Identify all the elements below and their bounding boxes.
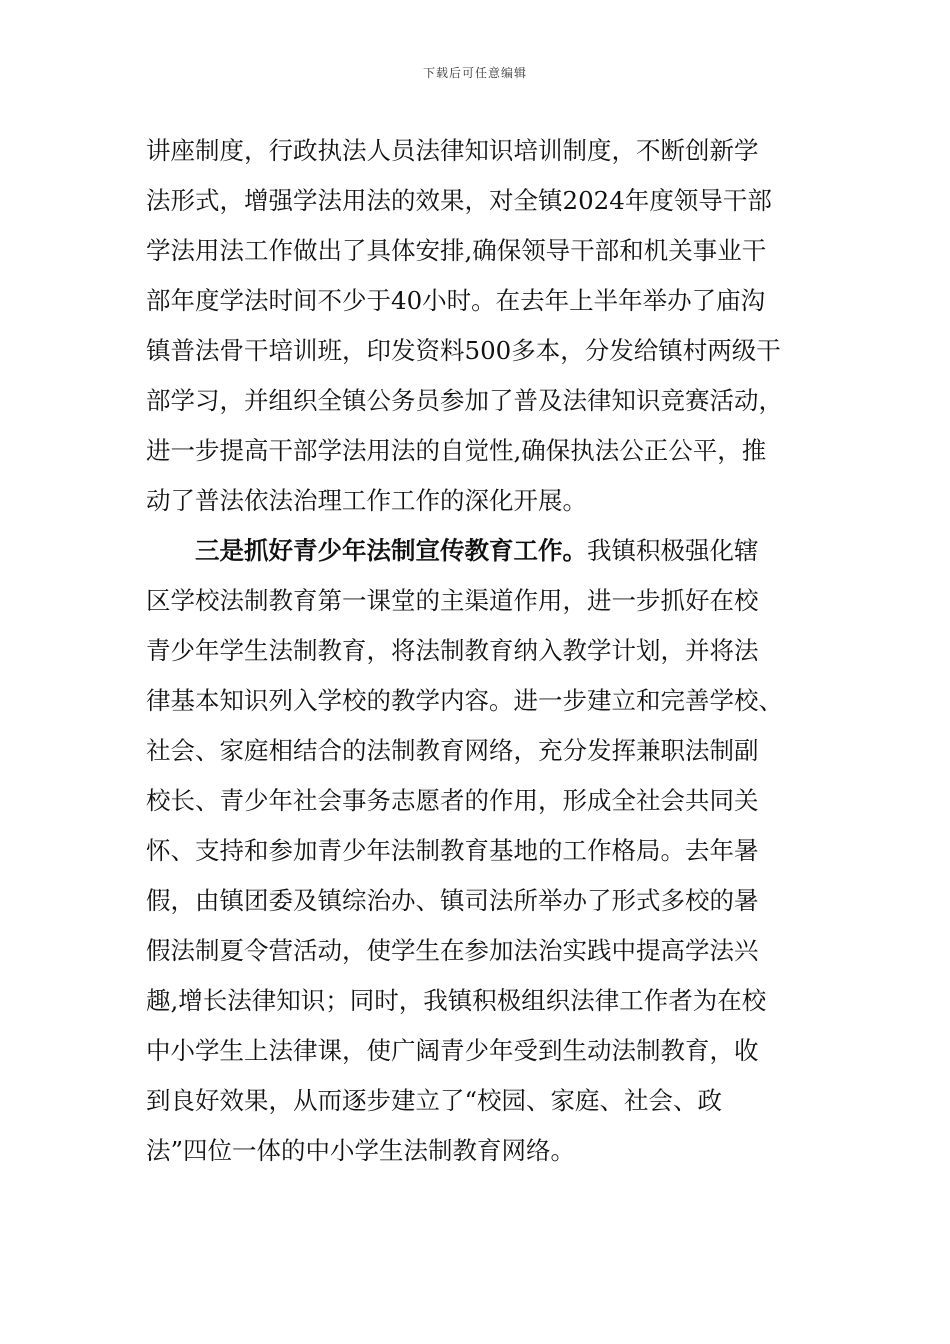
text-line: 讲座制度，行政执法人员法律知识培训制度，不断创新学 <box>146 136 759 165</box>
text-line: 动了普法依法治理工作工作的深化开展。 <box>146 486 587 515</box>
text-line: 假，由镇团委及镇综治办、镇司法所举办了形式多校的暑 <box>146 886 759 915</box>
text-line: 镇普法骨干培训班，印发资料500多本，分发给镇村两级干 <box>146 336 781 365</box>
section-first-line-rest: 我镇积极强化辖 <box>587 536 759 565</box>
text-line: 趣,增长法律知识；同时，我镇积极组织法律工作者为在校 <box>146 986 767 1015</box>
text-line: 律基本知识列入学校的教学内容。进一步建立和完善学校、 <box>146 686 783 715</box>
text-line: 区学校法制教育第一课堂的主渠道作用，进一步抓好在校 <box>146 586 759 615</box>
body-text <box>146 126 806 1176</box>
text-line: 部学习，并组织全镇公务员参加了普及法律知识竞赛活动， <box>146 386 783 415</box>
text-line: 校长、青少年社会事务志愿者的作用，形成全社会共同关 <box>146 786 759 815</box>
text-line: 中小学生上法律课，使广阔青少年受到生动法制教育，收 <box>146 1036 759 1065</box>
text-line: 法”四位一体的中小学生法制教育网络。 <box>146 1136 576 1165</box>
header-note: 下载后可任意编辑 <box>422 66 527 80</box>
section-first-line <box>146 526 806 576</box>
text-line: 社会、家庭相结合的法制教育网络，充分发挥兼职法制副 <box>146 736 759 765</box>
text-line: 假法制夏令营活动，使学生在参加法治实践中提高学法兴 <box>146 936 759 965</box>
text-line: 怀、支持和参加青少年法制教育基地的工作格局。去年暑 <box>146 836 759 865</box>
text-line: 部年度学法时间不少于40小时。在去年上半年举办了庙沟 <box>146 286 766 315</box>
text-line: 学法用法工作做出了具体安排,确保领导干部和机关事业干 <box>146 236 767 265</box>
text-line: 法形式，增强学法用法的效果，对全镇2024年度领导干部 <box>146 186 772 215</box>
section-heading: 三是抓好青少年法制宣传教育工作。 <box>195 536 587 565</box>
text-line: 青少年学生法制教育，将法制教育纳入教学计划，并将法 <box>146 636 759 665</box>
text-line: 进一步提高干部学法用法的自觉性,确保执法公正公平，推 <box>146 436 767 465</box>
text-line: 到良好效果，从而逐步建立了“校园、家庭、社会、政 <box>146 1086 723 1115</box>
